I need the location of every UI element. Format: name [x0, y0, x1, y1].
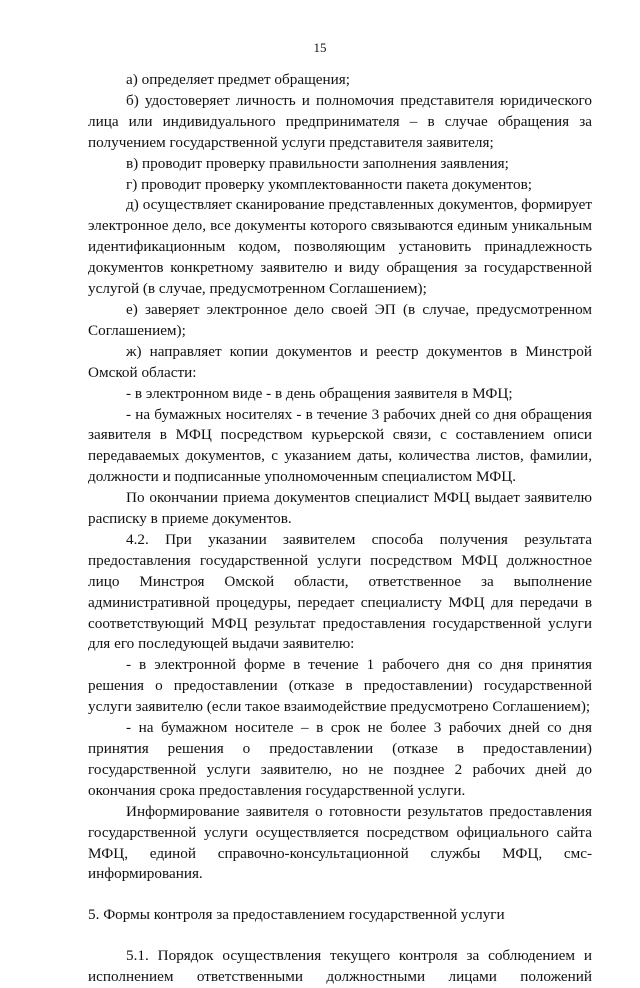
paragraph-item-d: д) осуществляет сканирование представленных документов, формирует электронное дело, все документы которого связываются единым уникальным идентификационным кодом, позволяющим установить принадлежность документов конкретному заявителю и виду обращения за государственной услугой (в случае, предусмотренном Соглашением); [88, 196, 592, 298]
paragraph-item-e: е) заверяет электронное дело своей ЭП (в случае, предусмотренном Соглашением); [88, 300, 592, 339]
section-heading: 5. Формы контроля за предоставлением государственной услуги [88, 906, 505, 924]
paragraph-item-g: г) проводит проверку укомплектованности пакета документов; [126, 175, 532, 193]
paragraph-item-v: в) проводит проверку правильности заполнения заявления; [126, 154, 509, 172]
paragraph-item-a: а) определяет предмет обращения; [126, 71, 350, 88]
paragraph-4-2: 4.2. При указании заявителем способа получения результата предоставления государственной услуги посредством МФЦ должностное лицо Минстроя Омской области, ответственное за выполнение административной процедуры, передает специалисту МФЦ для передачи в соответствующий МФЦ результат предоставления государственной услуги для его последующей выдачи заявителю: [88, 530, 592, 653]
paragraph-electronic-form: - в электронном виде - в день обращения заявителя в МФЦ; [126, 384, 513, 402]
page-number: 15 [313, 40, 327, 55]
paragraph-5-1: 5.1. Порядок осуществления текущего контроля за соблюдением и исполнением ответственными должностными лицами положений [88, 947, 592, 986]
paragraph-paper-result: - на бумажном носителе – в срок не более 3 рабочих дней со дня принятия решения о предоставлении (отказе в предоставлении) государственной услуги заявителю, но не позднее 2 рабочих дней до окончания срока предоставления государственной услуги. [88, 719, 592, 799]
paragraph-paper-form: - на бумажных носителях - в течение 3 рабочих дней со дня обращения заявителя в МФЦ посредством курьерской связи, с составлением описи передаваемых документов, с указанием даты, количества листов, фамилии, должности и подписанные уполномоченным специалистом МФЦ. [88, 405, 592, 486]
paragraph-receipt: По окончании приема документов специалист МФЦ выдает заявителю расписку в приеме документов. [88, 489, 592, 528]
paragraph-item-b: б) удостоверяет личность и полномочия представителя юридического лица или индивидуального предпринимателя – в случае обращения за получением государственной услуги представителя заявителя; [88, 91, 592, 151]
paragraph-item-zh: ж) направляет копии документов и реестр документов в Минстрой Омской области: [88, 342, 592, 381]
paragraph-electronic-result: - в электронной форме в течение 1 рабочего дня со дня принятия решения о предоставлении (отказе в предоставлении) государственной услуги заявителю (если такое взаимодействие предусмотрено Соглашением); [88, 656, 592, 716]
document-body [88, 70, 592, 988]
paragraph-informing: Информирование заявителя о готовности результатов предоставления государственной услуги осуществляется посредством официального сайта МФЦ, единой справочно-консультационной службы МФЦ, смс-информирования. [88, 802, 592, 883]
